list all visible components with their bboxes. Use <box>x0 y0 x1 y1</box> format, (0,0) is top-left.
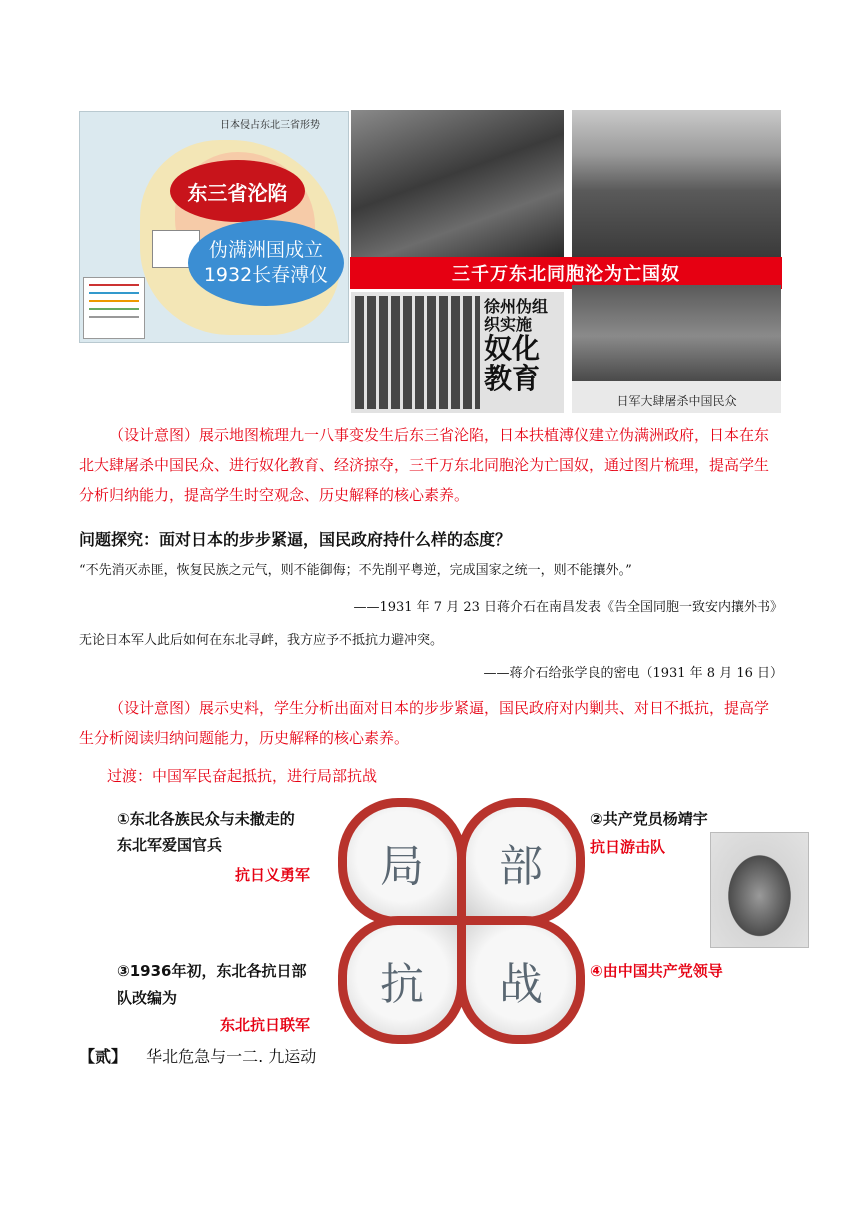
quote-1-source: ——1931 年 7 月 23 日蒋介石在南昌发表《告全国同胞一致安内攘外书》 <box>353 600 783 615</box>
battlefield-photo <box>572 110 781 257</box>
clover-leaf-bu: 部 <box>457 798 585 926</box>
item4-line1: ④由中国共产党领导 <box>590 962 723 980</box>
newspaper-headline-line1: 徐州伪组织实施 <box>484 297 549 334</box>
quote-2-source: ——蒋介石给张学良的密电（1931 年 8 月 16 日） <box>483 666 783 681</box>
map-label-puppet-line1: 伪满洲国成立 <box>208 239 323 261</box>
clover-leaf-ju: 局 <box>338 798 466 926</box>
transition-text: 过渡：中国军民奋起抵抗，进行局部抗战 <box>107 767 378 785</box>
question-heading: 问题探究：面对日本的步步紧逼，国民政府持什么样的态度？ <box>79 530 512 549</box>
map-title: 日本侵占东北三省形势 <box>220 120 320 131</box>
newspaper-columns <box>355 296 480 409</box>
map-label-fall: 东三省沦陷 <box>170 160 305 222</box>
clover-leaf-zhan: 战 <box>457 916 585 1044</box>
massacre-caption: 日军大肆屠杀中国民众 <box>616 394 737 408</box>
newspaper-headline-line2: 奴化教育 <box>484 332 541 395</box>
section-heading-text: 华北危急与一二. 九运动 <box>146 1047 317 1066</box>
item3-line2: 队改编为 <box>117 989 178 1007</box>
quote-2: 无论日本军人此后如何在东北寻衅，我方应予不抵抗力避冲突。 <box>79 633 444 648</box>
map-label-puppet-line2: 1932长春溥仪 <box>203 264 329 286</box>
yang-jingyu-portrait <box>710 832 809 948</box>
item2-line1: ②共产党员杨靖宇 <box>590 810 708 828</box>
quote-1: “不先消灭赤匪，恢复民族之元气，则不能御侮；不先削平粤逆，完成国家之统一，则不能攘外。” <box>79 563 632 578</box>
clover-leaf-kang: 抗 <box>338 916 466 1044</box>
massacre-photo <box>572 285 781 413</box>
map-image <box>79 111 349 343</box>
section-heading <box>79 1045 316 1069</box>
item1-sub: 抗日义勇军 <box>235 866 311 884</box>
banner-caption: 三千万东北同胞沦为亡国奴 <box>350 257 782 289</box>
item2-sub: 抗日游击队 <box>590 838 666 856</box>
map-label-puppet <box>188 220 344 306</box>
newspaper-headline <box>484 298 558 408</box>
soldiers-photo <box>351 110 564 257</box>
item3-sub: 东北抗日联军 <box>220 1016 311 1034</box>
design-intent-1: （设计意图）展示地图梳理九一八事变发生后东三省沦陷，日本扶植溥仪建立伪满洲政府，日本在东北大肆屠杀中国民众、进行奴化教育、经济掠夺，三千万东北同胞沦为亡国奴，通过图片梳理，提高学生分析归纳能力，提高学生时空观念、历史解释的核心素养。 <box>79 426 770 504</box>
item1-line2: 东北军爱国官兵 <box>117 836 223 854</box>
item3-line1: ③1936年初，东北各抗日部 <box>117 962 307 980</box>
item1-line1: ①东北各族民众与未撤走的 <box>117 810 295 828</box>
newspaper-clipping <box>351 292 564 413</box>
design-intent-2: （设计意图）展示史料，学生分析出面对日本的步步紧逼，国民政府对内剿共、对日不抵抗，提高学生分析阅读归纳问题能力，历史解释的核心素养。 <box>79 699 770 747</box>
section-heading-mark: 【贰】 <box>79 1047 128 1066</box>
map-legend <box>83 277 145 339</box>
